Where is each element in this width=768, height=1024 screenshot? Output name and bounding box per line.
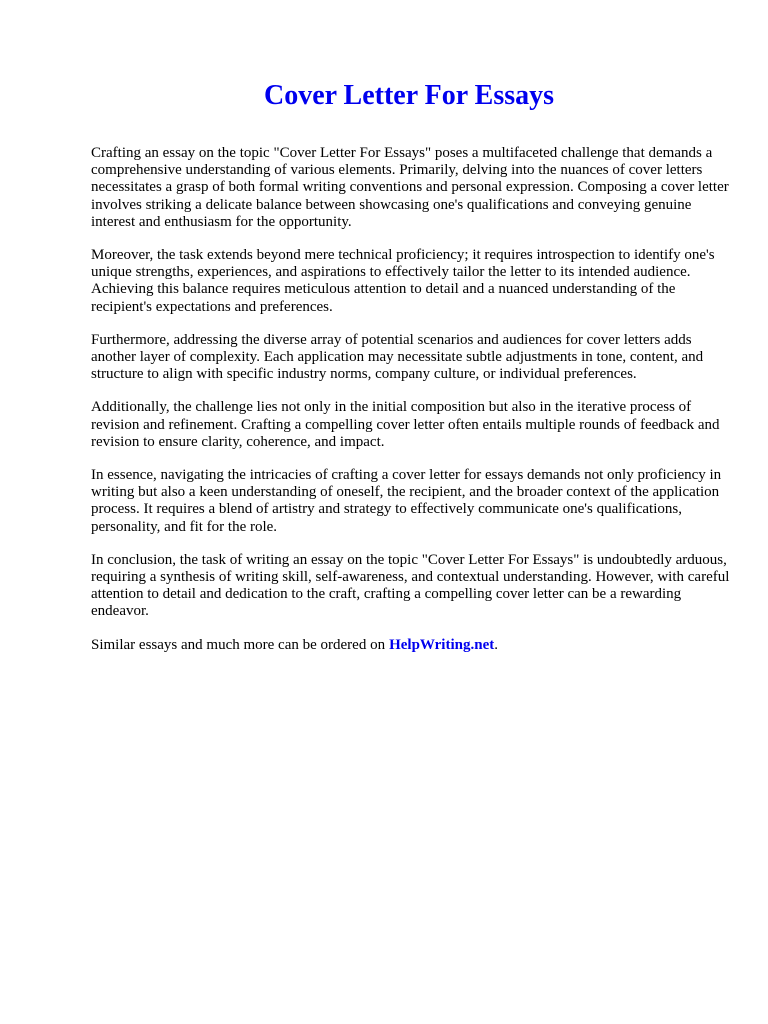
document-title: Cover Letter For Essays [263, 80, 555, 111]
closing-line [91, 637, 731, 654]
paragraph-1: Crafting an essay on the topic "Cover Letter For Essays" poses a multifaceted challenge that demands a comprehensive understanding of various elements. Primarily, delving into the nuances of cover letters necessitates a grasp of both formal writing conventions and personal expression. Composing a cover letter involves striking a delicate balance between showcasing one's qualifications and conveying genuine interest and enthusiasm for the opportunity. [91, 145, 729, 230]
paragraph-5: In essence, navigating the intricacies of crafting a cover letter for essays demands not only proficiency in writing but also a keen understanding of oneself, the recipient, and the broader context of the application process. It requires a blend of artistry and strategy to effectively communicate one's qualifications, personality, and fit for the role. [91, 467, 722, 535]
helpwriting-link[interactable]: HelpWriting.net [389, 636, 495, 653]
closing-suffix: . [494, 636, 498, 653]
paragraph-6: In conclusion, the task of writing an essay on the topic "Cover Letter For Essays" is undoubtedly arduous, requiring a synthesis of writing skill, self-awareness, and contextual understanding. However, with careful attention to detail and dedication to the craft, crafting a compelling cover letter can be a rewarding endeavor. [91, 551, 730, 620]
document-body [91, 145, 731, 654]
paragraph-3: Furthermore, addressing the diverse array of potential scenarios and audiences for cover letters adds another layer of complexity. Each application may necessitate subtle adjustments in tone, content, and structure to align with specific industry norms, company culture, or individual preferences. [91, 331, 704, 383]
paragraph-2: Moreover, the task extends beyond mere technical proficiency; it requires introspection to identify one's unique strengths, experiences, and aspirations to effectively tailor the letter to its intended audience. Achieving this balance requires meticulous attention to detail and a nuanced understanding of the recipient's expectations and preferences. [91, 247, 715, 315]
closing-text: Similar essays and much more can be ordered on [91, 636, 386, 653]
paragraph-4: Additionally, the challenge lies not only in the initial composition but also in the iterative process of revision and refinement. Crafting a compelling cover letter often entails multiple rounds of feedback and revision to ensure clarity, coherence, and impact. [91, 399, 720, 450]
